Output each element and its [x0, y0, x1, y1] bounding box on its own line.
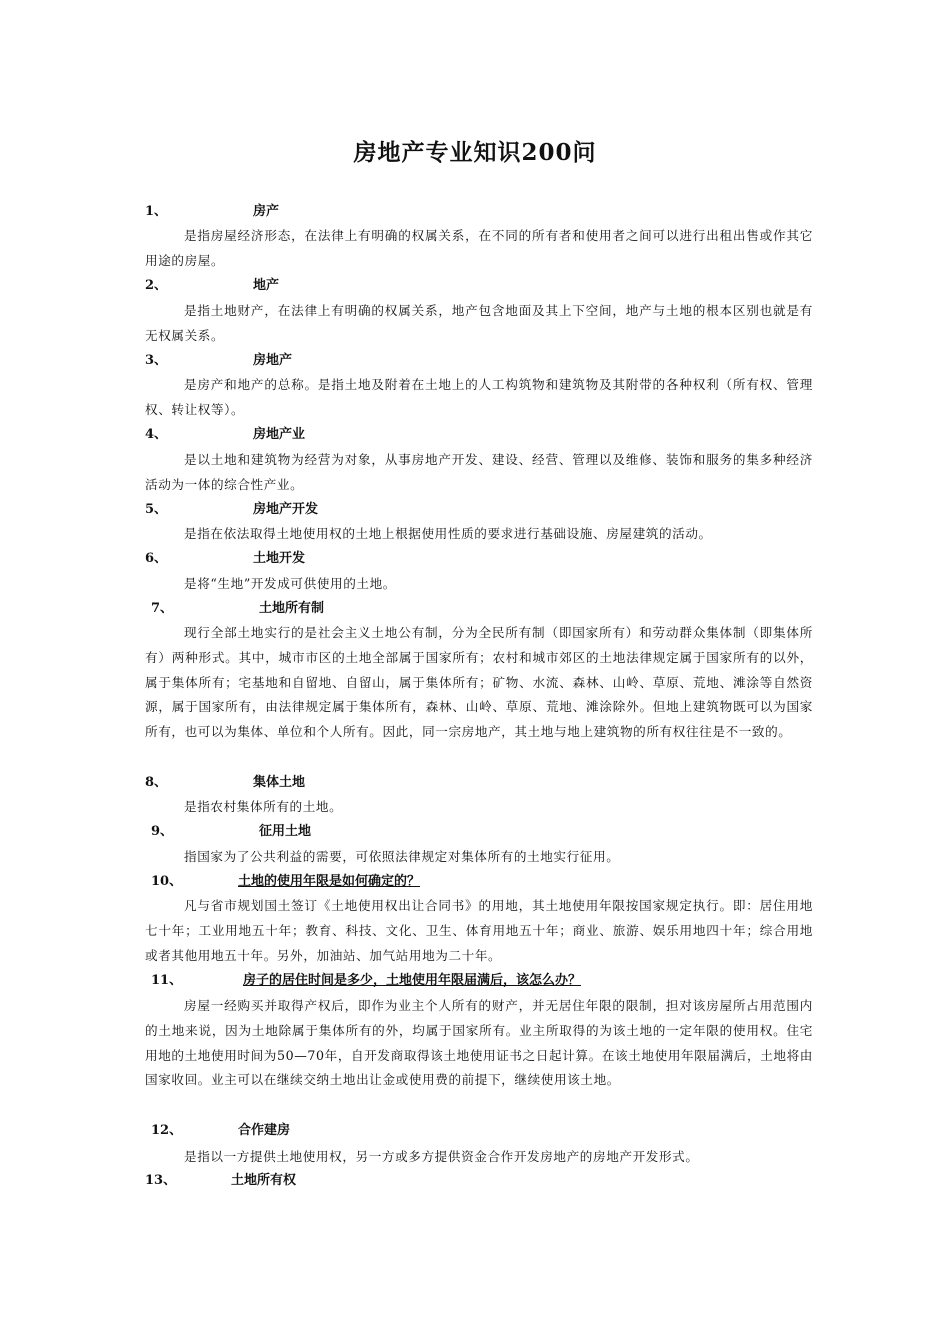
entry-number: 1、 — [145, 204, 168, 219]
entry-heading — [145, 549, 305, 569]
entry-heading — [145, 276, 279, 296]
entry-number: 12、 — [151, 1123, 183, 1138]
entry-number: 5、 — [145, 502, 168, 517]
entry-text: 现行全部土地实行的是社会主义土地公有制，分为全民所有制（即国家所有）和劳动群众集体制（即集体所有）两种形式。其中，城市市区的土地全部属于国家所有；农村和城市郊区的土地法律规定属于国家所有的以外，属于集体所有；宅基地和自留地、自留山，属于集体所有；矿物、水流、森林、山岭、草原、荒地、滩涂等自然资源，属于国家所有，由法律规定属于集体所有，森林、山岭、草原、荒地、滩涂除外。但地上建筑物既可以为国家所有，也可以为集体、单位和个人所有。因此，同一宗房地产，其土地与地上建筑物的所有权往往是不一致的。 — [145, 625, 813, 740]
entry-term: 土地所有权 — [231, 1173, 297, 1188]
entry-number: 13、 — [145, 1173, 177, 1188]
entry-number: 7、 — [151, 601, 174, 616]
entry-heading — [151, 872, 420, 892]
entry-text: 是将“生地”开发成可供使用的土地。 — [184, 576, 396, 591]
entry-number: 8、 — [145, 775, 168, 790]
entry-term: 征用土地 — [259, 824, 312, 839]
entry-term: 土地所有制 — [259, 601, 325, 616]
entry-heading — [145, 351, 292, 371]
entry-number: 10、 — [151, 874, 183, 889]
entry-heading — [151, 599, 324, 619]
entry-heading — [151, 971, 581, 991]
entry-text: 是指农村集体所有的土地。 — [184, 799, 343, 814]
entry-heading — [145, 773, 305, 793]
entry-number: 2、 — [145, 278, 168, 293]
entry-term: 合作建房 — [238, 1123, 291, 1138]
entry-term: 地产 — [253, 278, 280, 293]
entry-term: 房地产开发 — [253, 502, 319, 517]
entry-text: 房屋一经购买并取得产权后，即作为业主个人所有的财产，并无居住年限的限制，担对该房屋所占用范围内的土地来说，因为土地除属于集体所有的外，均属于国家所有。业主所取得的为该土地的一定年限的使用权。住宅用地的土地使用时间为50—70年，自开发商取得该土地使用证书之日起计算。在该土地使用年限届满后，土地将由国家收回。业主可以在继续交纳土地出让金或使用费的前提下，继续使用该土地。 — [145, 998, 813, 1088]
entry-term: 土地的使用年限是如何确定的？ — [238, 874, 421, 889]
entry-number: 6、 — [145, 551, 168, 566]
entry-text: 是指土地财产，在法律上有明确的权属关系，地产包含地面及其上下空间，地产与土地的根本区别也就是有无权属关系。 — [145, 303, 813, 343]
entry-heading — [151, 822, 311, 842]
entry-text: 是以土地和建筑物为经营为对象，从事房地产开发、建设、经营、管理以及维修、装饰和服务的集多种经济活动为一体的综合性产业。 — [145, 452, 813, 492]
entry-term: 土地开发 — [253, 551, 306, 566]
entry-term: 房产 — [253, 204, 280, 219]
entry-number: 3、 — [145, 353, 168, 368]
entry-number: 11、 — [151, 973, 183, 988]
entry-text: 指国家为了公共利益的需要，可依照法律规定对集体所有的土地实行征用。 — [184, 849, 620, 864]
entry-heading — [145, 425, 305, 445]
entry-term: 房子的居住时间是多少，土地使用年限届满后，该怎么办？ — [243, 973, 582, 988]
entry-text: 凡与省市规划国土签订《土地使用权出让合同书》的用地，其土地使用年限按国家规定执行。即：居住用地七十年；工业用地五十年；教育、科技、文化、卫生、体育用地五十年；商业、旅游、娱乐用地四十年；综合用地或者其他用地五十年。另外，加油站、加气站用地为二十年。 — [145, 898, 813, 963]
entry-text: 是指房屋经济形态，在法律上有明确的权属关系，在不同的所有者和使用者之间可以进行出租出售或作其它用途的房屋。 — [145, 228, 813, 268]
entry-number: 4、 — [145, 427, 168, 442]
entry-number: 9、 — [151, 824, 174, 839]
entry-term: 集体土地 — [253, 775, 306, 790]
entry-term: 房地产 — [253, 353, 293, 368]
page-title: 房地产专业知识200问 — [353, 139, 597, 166]
entry-heading — [145, 202, 279, 222]
entry-text: 是指以一方提供土地使用权，另一方或多方提供资金合作开发房地产的房地产开发形式。 — [184, 1149, 699, 1164]
entry-text: 是房产和地产的总称。是指土地及附着在土地上的人工构筑物和建筑物及其附带的各种权利（所有权、管理权、转让权等）。 — [145, 377, 813, 417]
entry-term: 房地产业 — [253, 427, 306, 442]
entry-text: 是指在依法取得土地使用权的土地上根据使用性质的要求进行基础设施、房屋建筑的活动。 — [184, 526, 712, 541]
entry-heading — [145, 1171, 296, 1191]
entry-heading — [145, 500, 318, 520]
entry-heading — [151, 1121, 290, 1141]
